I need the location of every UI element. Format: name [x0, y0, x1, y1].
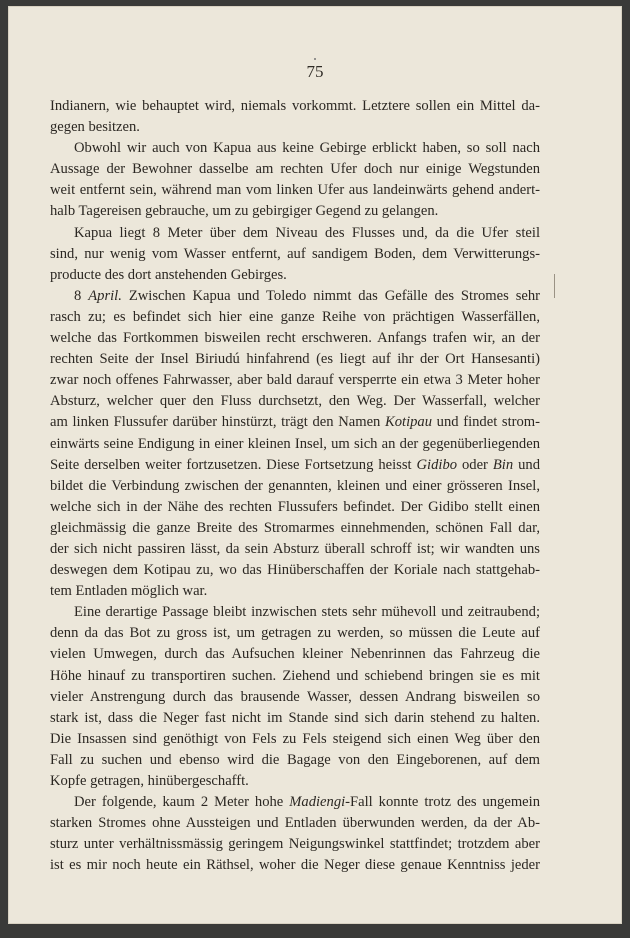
text-line: halb Tagereisen gebrauche, um zu gebirgiger Gegend zu gelangen. — [50, 203, 439, 220]
body-text — [50, 96, 540, 876]
text-segment: Zwischen Kapua und Toledo nimmt das Gefälle des Stromes sehr — [121, 287, 541, 304]
text-line: stark ist, dass die Neger fast nicht im Stande sind sich darin stehend zu halten. — [50, 709, 540, 726]
text-line: sind, nur wenig vom Wasser entfernt, auf sandigem Boden, dem Verwitterungs- — [50, 245, 540, 262]
text-line: Absturz, welcher quer den Fluss durchsetzt, den Weg. Der Wasserfall, welcher — [50, 393, 540, 410]
text-segment: und — [513, 456, 540, 473]
text-line: welche sich in der Nähe des rechten Flussufers befindet. Der Gidibo stellt einen — [50, 498, 540, 515]
text-line: tem Entladen möglich war. — [50, 583, 208, 600]
text-line: welche das Fortkommen bisweilen recht erschweren. Anfangs trafen wir, an der — [50, 330, 540, 347]
italic-term: Madiengi — [289, 794, 346, 811]
print-speck — [314, 58, 316, 60]
text-line: Fall zu suchen und ebenso wird die Bagage von den Eingeborenen, auf dem — [50, 751, 540, 768]
text-line: Höhe hinauf zu transportiren suchen. Ziehend und schiebend bringen sie es mit — [50, 667, 540, 684]
text-segment: Seite derselben weiter fortzusetzen. Diese Fortsetzung heisst — [50, 456, 417, 473]
italic-term: Kotipau — [385, 414, 433, 431]
text-line — [50, 792, 540, 813]
margin-mark — [554, 274, 555, 298]
book-page — [8, 6, 622, 924]
text-line: Eine derartige Passage bleibt inzwischen stets sehr mühevoll und zeitraubend; — [74, 604, 540, 621]
text-line: Kopfe getragen, hinübergeschafft. — [50, 773, 249, 789]
text-line: Aussage der Bewohner dasselbe am rechten Ufer doch nur einige Wegstunden — [50, 161, 540, 178]
italic-term: April. — [88, 287, 122, 304]
text-line: Indianern, wie behauptet wird, niemals vorkommt. Letztere sollen ein Mittel da- — [50, 98, 540, 114]
text-line: rasch zu; es befindet sich hier eine ganze Reihe von prächtigen Wasserfällen, — [50, 308, 540, 325]
text-line: producte des dort anstehenden Gebirges. — [50, 266, 287, 283]
text-segment: und findet strom- — [432, 414, 540, 431]
text-line: Die Insassen sind genöthigt von Fels zu Fels steigend sich einen Weg über den — [50, 730, 540, 747]
text-segment: am linken Flussufer darüber hinstürzt, trägt den Namen — [50, 414, 385, 431]
text-line: rechten Seite der Insel Biriudú hinfahrend (es liegt auf ihr der Ort Hansesanti) — [50, 351, 540, 368]
text-segment: -Fall konnte trotz des ungemein — [345, 794, 541, 811]
text-line: denn da das Bot zu gross ist, um getragen zu werden, so müssen die Leute auf — [50, 625, 540, 642]
text-line: sturz unter verhältnissmässig geringem Neigungswinkel stattfindet; trotzdem aber — [50, 836, 540, 853]
text-line — [50, 455, 540, 476]
italic-term: Gidibo — [416, 456, 458, 473]
text-line: bildet die Verbindung zwischen der genannten, kleinen und einer grösseren Insel, — [50, 477, 540, 494]
text-segment: 8 — [74, 287, 89, 304]
text-line: Obwohl wir auch von Kapua aus keine Gebirge erblickt haben, so soll nach — [74, 140, 540, 157]
text-line: gleichmässig die ganze Breite des Stromarmes einnehmenden, schönen Fall dar, — [50, 519, 540, 536]
italic-term: Bin — [492, 456, 514, 473]
text-line: gegen besitzen. — [50, 119, 140, 136]
text-line: zwar noch offenes Fahrwasser, aber bald darauf versperrte ein etwa 3 Meter hoher — [50, 372, 540, 389]
text-line: einwärts seine Endigung in einer kleinen Insel, um sich an der gegenüberliegenden — [50, 435, 540, 452]
text-line — [50, 286, 540, 307]
text-line: vielen Umwegen, durch das Aufsuchen kleiner Nebenrinnen das Fahrzeug die — [50, 646, 540, 663]
text-line: der sich nicht passiren lässt, da sein Absturz überall schroff ist; wir wandten uns — [50, 540, 540, 557]
text-segment: oder — [457, 456, 493, 473]
text-line: weit entfernt sein, während man vom linken Ufer aus landeinwärts gehend andert- — [50, 182, 540, 199]
text-line: ist es mir noch heute ein Räthsel, woher die Neger diese genaue Kenntniss jeder — [50, 857, 540, 874]
page-number: 75 — [306, 62, 324, 81]
text-line: starken Stromes ohne Aussteigen und Entladen überwunden werden, da der Ab- — [50, 815, 540, 832]
text-line: deswegen dem Kotipau zu, wo das Hinüberschaffen der Koriale nach stattgehab- — [50, 562, 540, 579]
text-line — [50, 412, 540, 433]
text-line: Kapua liegt 8 Meter über dem Niveau des Flusses und, da die Ufer steil — [74, 224, 540, 241]
text-line: vieler Anstrengung durch das brausende Wasser, dessen Andrang bisweilen so — [50, 688, 540, 705]
text-segment: Der folgende, kaum 2 Meter hohe — [74, 794, 290, 811]
